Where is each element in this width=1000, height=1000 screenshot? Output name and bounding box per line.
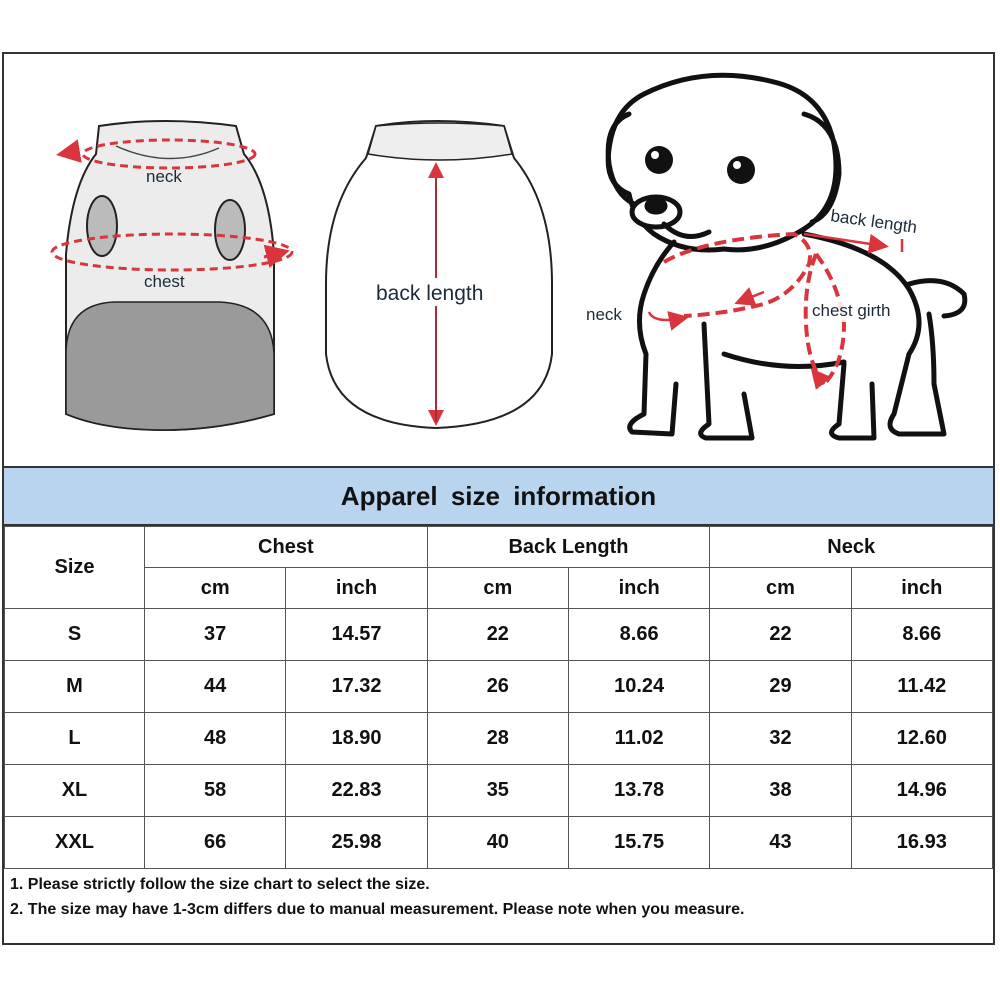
unit-header: inch [286,568,427,609]
size-cell: S [5,609,145,661]
value-cell: 58 [145,765,286,817]
value-cell: 22 [427,609,568,661]
front-garment-drawing [52,121,292,430]
value-cell: 37 [145,609,286,661]
value-cell: 32 [710,713,851,765]
value-cell: 25.98 [286,817,427,869]
size-cell: M [5,661,145,713]
value-cell: 48 [145,713,286,765]
dog-back-length-label: back length [829,206,919,238]
value-cell: 14.96 [851,765,992,817]
front-chest-label: chest [144,272,185,291]
dog-face [645,146,755,184]
value-cell: 44 [145,661,286,713]
unit-header: inch [568,568,709,609]
unit-header: cm [427,568,568,609]
value-cell: 40 [427,817,568,869]
size-notes [10,872,745,922]
value-cell: 29 [710,661,851,713]
value-cell: 16.93 [851,817,992,869]
back-garment-drawing [326,121,552,428]
value-cell: 11.42 [851,661,992,713]
value-cell: 35 [427,765,568,817]
unit-header: cm [145,568,286,609]
table-row [5,817,993,869]
value-cell: 8.66 [851,609,992,661]
table-row [5,713,993,765]
value-cell: 43 [710,817,851,869]
table-row [5,661,993,713]
note-line: 2. The size may have 1-3cm differs due to manual measurement. Please note when you measure. [10,901,745,918]
value-cell: 66 [145,817,286,869]
value-cell: 8.66 [568,609,709,661]
measurement-illustrations [4,54,997,466]
size-table [4,526,993,869]
back-length-label: back length [376,282,484,305]
value-cell: 22.83 [286,765,427,817]
size-chart-frame [2,52,995,945]
chest-group-header: Chest [145,527,428,568]
neck-group-header: Neck [710,527,993,568]
value-cell: 28 [427,713,568,765]
value-cell: 13.78 [568,765,709,817]
value-cell: 14.57 [286,609,427,661]
size-cell: XXL [5,817,145,869]
value-cell: 12.60 [851,713,992,765]
value-cell: 10.24 [568,661,709,713]
value-cell: 11.02 [568,713,709,765]
table-title: Apparel size information [4,466,993,526]
value-cell: 26 [427,661,568,713]
table-row [5,765,993,817]
dog-neck-label: neck [586,305,622,324]
value-cell: 22 [710,609,851,661]
size-cell: L [5,713,145,765]
unit-header: inch [851,568,992,609]
unit-header: cm [710,568,851,609]
front-neck-label: neck [146,167,182,186]
size-cell: XL [5,765,145,817]
size-column-header: Size [5,527,145,609]
value-cell: 15.75 [568,817,709,869]
value-cell: 38 [710,765,851,817]
dog-chest-girth-label: chest girth [812,301,891,320]
value-cell: 18.90 [286,713,427,765]
value-cell: 17.32 [286,661,427,713]
dog-drawing [608,75,965,438]
back-length-group-header: Back Length [427,527,710,568]
table-row [5,609,993,661]
note-line: 1. Please strictly follow the size chart to select the size. [10,876,430,893]
